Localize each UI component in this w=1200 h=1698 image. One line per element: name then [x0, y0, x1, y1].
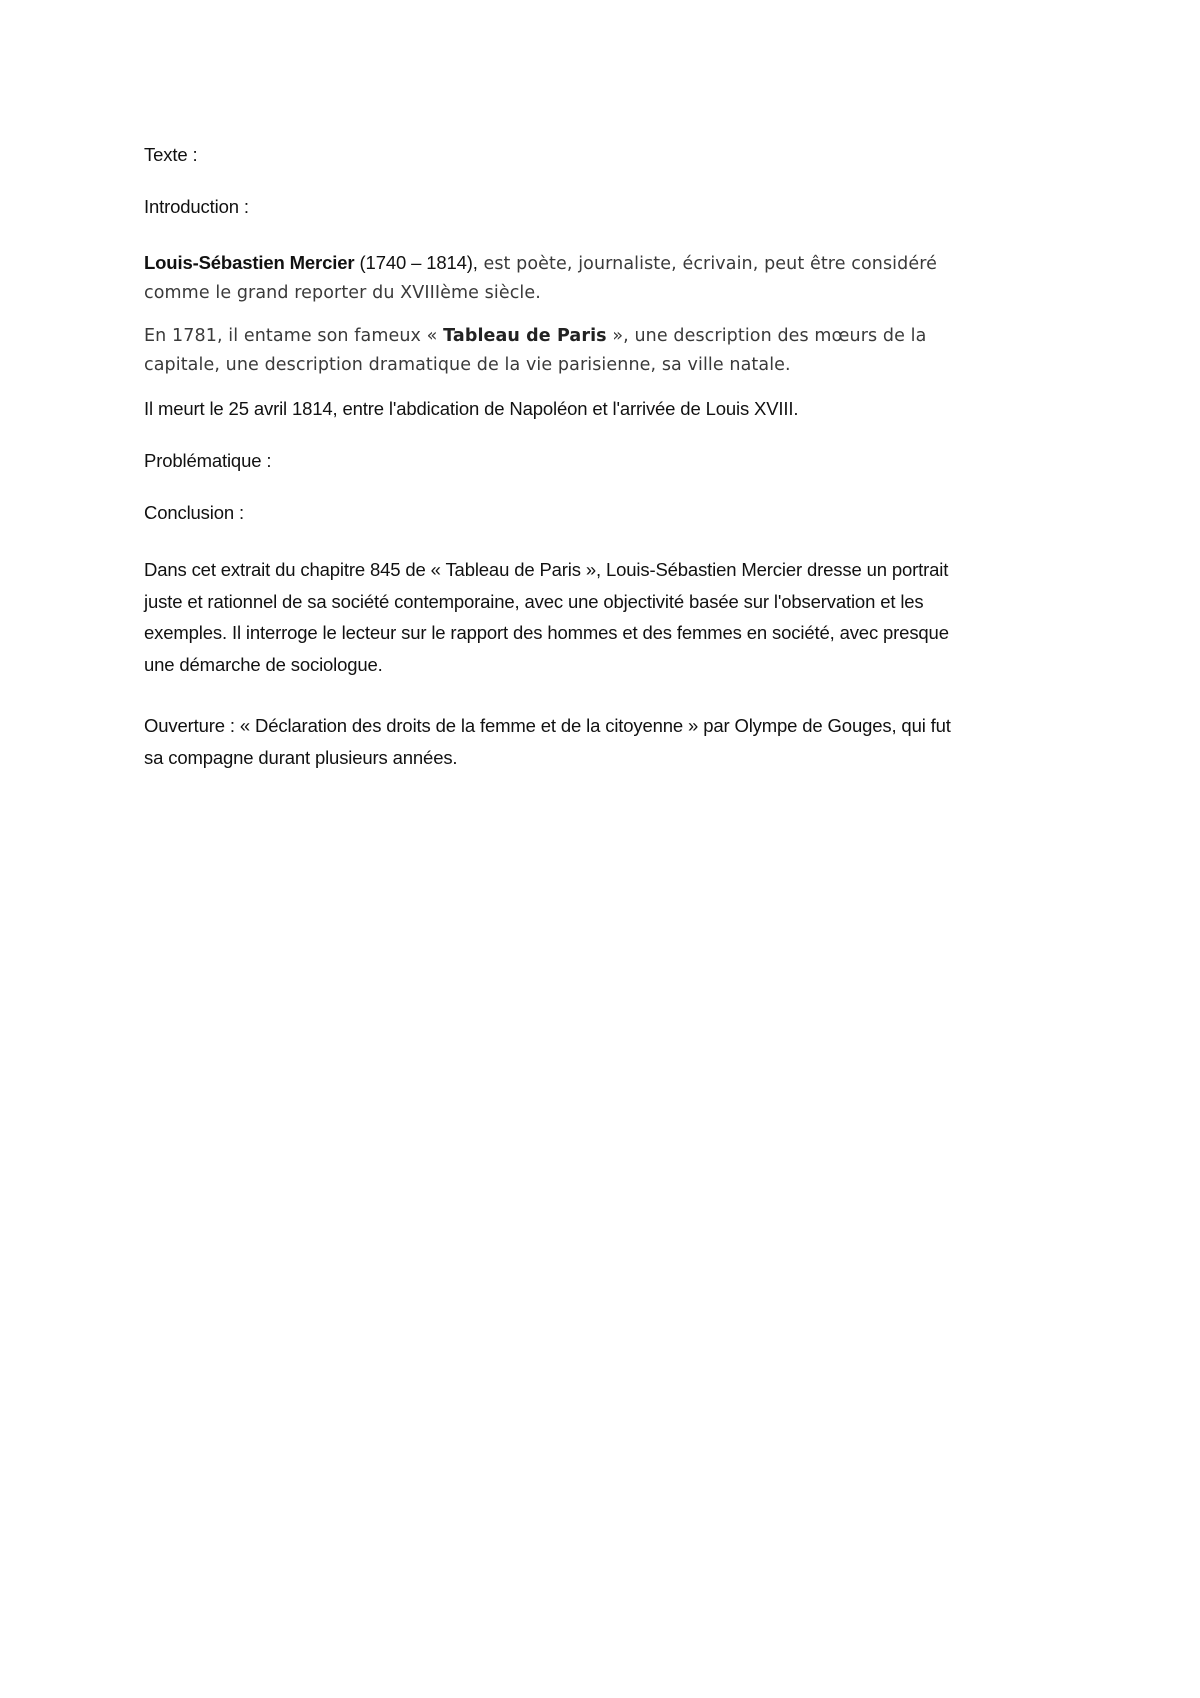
- introduction-label: Introduction :: [144, 196, 249, 217]
- problematique-label: Problématique :: [144, 450, 272, 471]
- tableau-sentence-start: En 1781, il entame son fameux «: [144, 326, 444, 346]
- author-dates: (1740 – 1814),: [359, 252, 478, 273]
- author-name: Louis-Sébastien Mercier: [144, 252, 355, 273]
- author-description: est poète, journaliste, écrivain, peut être considéré: [477, 254, 937, 274]
- conclusion-line: exemples. Il interroge le lecteur sur le rapport des hommes et des femmes en société, avec presque: [144, 622, 949, 643]
- ouverture-paragraph: [144, 710, 951, 773]
- intro-paragraph-mercier: [144, 248, 937, 308]
- conclusion-label: Conclusion :: [144, 502, 245, 523]
- conclusion-line: une démarche de sociologue.: [144, 653, 383, 675]
- author-description-line2: comme le grand reporter du XVIIIème siècle.: [144, 283, 541, 303]
- texte-label: Texte :: [144, 144, 198, 165]
- conclusion-line: Dans cet extrait du chapitre 845 de « Tableau de Paris », Louis-Sébastien Mercier dresse un portrait: [144, 559, 949, 580]
- tableau-title: Tableau de Paris: [443, 326, 607, 346]
- intro-paragraph-death: Il meurt le 25 avril 1814, entre l'abdication de Napoléon et l'arrivée de Louis XVIII.: [144, 398, 799, 419]
- tableau-sentence-line2: capitale, une description dramatique de la vie parisienne, sa ville natale.: [144, 355, 791, 375]
- intro-paragraph-tableau: [144, 322, 926, 380]
- conclusion-paragraph: [144, 554, 949, 680]
- tableau-sentence-end: », une description des mœurs de la: [606, 326, 927, 346]
- ouverture-line: sa compagne durant plusieurs années.: [144, 746, 458, 768]
- ouverture-line: Ouverture : « Déclaration des droits de la femme et de la citoyenne » par Olympe de Gouges, qui fut: [144, 715, 951, 736]
- conclusion-line: juste et rationnel de sa société contemporaine, avec une objectivité basée sur l'observation et les: [144, 590, 924, 612]
